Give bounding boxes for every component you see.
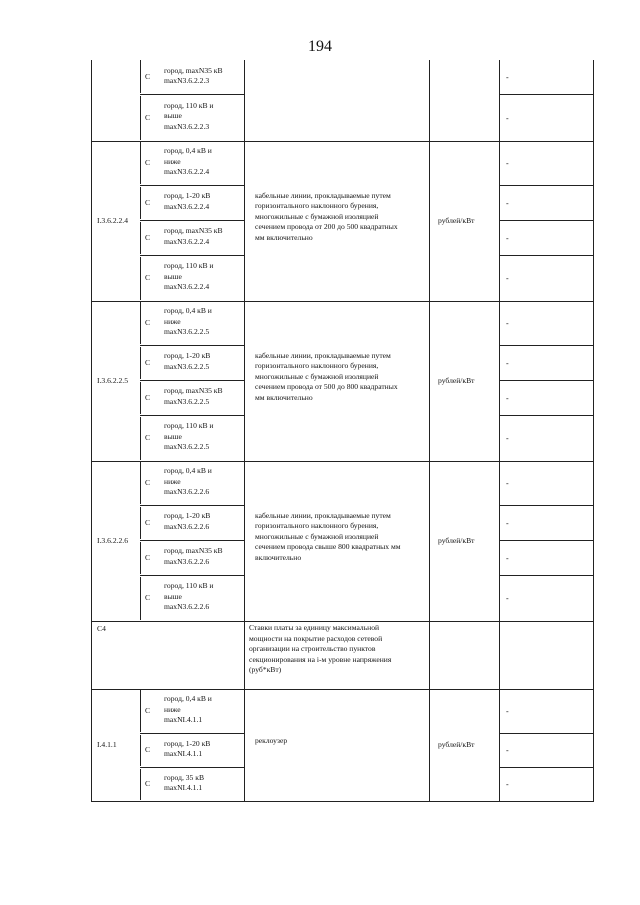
col-rule [499,461,500,622]
col-rule [244,141,245,302]
sub-rule [499,185,593,186]
condition-cell-line: ниже [164,704,181,714]
sub-rule [140,542,141,574]
sub-rule [140,380,244,381]
condition-cell [164,351,210,372]
col-rule [244,60,245,142]
condition-cell [164,511,210,532]
voltage-class-letter: С [145,593,151,602]
unit-label: рублей/кВт [438,536,475,545]
condition-cell-line: ниже [164,316,181,326]
condition-cell-line: город, maxN35 кВ [164,65,223,75]
sub-rule [140,577,141,620]
row-code: I.3.6.2.2.4 [97,216,129,225]
row-description-line: горизонтального наклонного бурения, [255,521,379,530]
sub-rule [140,505,244,506]
sub-rule [140,575,244,576]
condition-cell-line: город, 110 кВ и [164,261,214,270]
unit-label: рублей/кВт [438,740,475,749]
value-dash: - [506,393,509,403]
block-top-rule [91,689,593,690]
section-description-line: (руб*кВт) [249,665,282,674]
voltage-class-letter: С [145,392,151,402]
voltage-class-letter: С [145,517,151,527]
row-code: I.4.1.1 [97,740,117,749]
sub-rule [140,733,244,734]
condition-cell-line: город, 1-20 кВ [164,351,211,360]
condition-cell-line: maxN3.6.2.2.6 [164,487,210,496]
sub-rule [499,255,593,256]
voltage-class-letter: С [145,706,151,715]
sub-rule [499,575,593,576]
voltage-class-letter: С [145,197,151,207]
sub-rule [140,301,141,344]
section-description-line: организации на строительство пунктов [249,644,376,653]
col-rule [244,461,245,622]
col-rule [91,689,92,802]
col-rule [499,689,500,802]
condition-cell-line: город, maxN35 кВ [164,546,223,555]
sub-rule [140,257,141,300]
unit-label: рублей/кВт [438,216,475,225]
condition-cell [164,261,213,293]
col-rule [91,621,92,690]
sub-rule [140,735,141,766]
voltage-class-letter: С [145,552,151,562]
value-dash: - [506,358,509,368]
col-rule [429,301,430,462]
condition-cell-line: город, 1-20 кВ [164,738,211,748]
block-top-rule [91,301,593,302]
section-code: C4 [97,624,106,633]
condition-cell [164,226,223,247]
sub-rule [140,540,244,541]
col-rule [429,60,430,142]
row-description-line: горизонтального наклонного бурения, [255,361,379,370]
sub-rule [140,96,141,140]
sub-rule [499,540,593,541]
condition-cell-line: ниже [164,476,181,486]
sub-rule [140,220,244,221]
condition-cell-line: maxN3.6.2.2.4 [164,236,210,246]
col-rule [244,621,245,690]
row-description [255,736,287,747]
col-rule [91,141,92,302]
sub-rule [140,415,244,416]
condition-cell-line: maxN3.6.2.2.6 [164,556,210,566]
row-code: I.3.6.2.2.5 [97,376,129,385]
tariff-table [91,60,593,799]
col-rule [593,621,594,690]
condition-cell-line: выше [164,271,182,281]
condition-cell-line: maxNI.4.1.1 [164,783,203,792]
condition-cell-line: maxN3.6.2.2.4 [164,282,210,291]
voltage-class-letter: С [145,478,151,487]
condition-cell-line: maxN3.6.2.2.3 [164,121,210,131]
value-dash: - [506,73,509,82]
sub-rule [140,767,244,768]
sub-rule [499,767,593,768]
condition-cell [164,739,210,760]
condition-cell-line: город, maxN35 кВ [164,226,223,235]
sub-rule [140,461,141,504]
col-rule [593,301,594,462]
block-top-rule [91,621,593,622]
voltage-class-letter: С [145,318,151,327]
sub-rule [140,141,141,184]
condition-cell [164,306,212,338]
col-rule [244,301,245,462]
row-description-line: кабельные линии, прокладываемые путем [255,190,391,200]
col-rule [91,461,92,622]
voltage-class-letter: С [145,357,151,367]
value-dash: - [506,518,509,528]
condition-cell [164,146,212,178]
value-dash: - [506,479,509,488]
row-code: I.3.6.2.2.6 [97,536,129,545]
condition-cell-line: город, maxN35 кВ [164,386,223,395]
value-dash: - [506,198,509,208]
row-description-line: реклоузер [255,735,288,745]
col-rule [499,60,500,142]
condition-cell-line: город, 1-20 кВ [164,511,211,520]
condition-cell [164,66,223,87]
section-description-line: секционирования на i-м уровне напряжения [249,654,392,664]
condition-cell-line: город, 35 кВ [164,772,205,782]
voltage-class-letter: С [145,112,151,122]
condition-cell-line: город, 0,4 кВ и [164,146,212,155]
condition-cell [164,773,204,794]
voltage-class-letter: С [145,273,151,282]
sub-rule [140,187,141,219]
condition-cell-line: maxN3.6.2.2.4 [164,201,210,211]
sub-rule [140,60,141,93]
col-rule [499,141,500,302]
col-rule [429,141,430,302]
sub-rule [499,733,593,734]
row-description [255,351,398,404]
condition-cell-line: maxNI.4.1.1 [164,749,203,758]
sub-rule [140,94,244,95]
row-description-line: мм включительно [255,392,313,402]
voltage-class-letter: С [145,72,151,81]
unit-label: рублей/кВт [438,376,475,385]
col-rule [593,689,594,802]
condition-cell [164,581,213,613]
sub-rule [140,769,141,800]
row-description-line: сечением провода свыше 800 квадратных мм [255,542,401,551]
condition-cell-line: выше [164,591,182,601]
value-dash: - [506,434,509,443]
sub-rule [140,507,141,539]
condition-cell-line: город, 110 кВ и [164,581,214,590]
row-description [255,511,401,564]
row-description-line: горизонтального наклонного бурения, [255,201,379,210]
row-description-line: многожильные с бумажной изоляцией [255,531,379,541]
condition-cell [164,694,212,726]
block-top-rule [91,141,593,142]
col-rule [593,141,594,302]
col-rule [429,689,430,802]
condition-cell [164,101,213,133]
value-dash: - [506,233,509,243]
value-dash: - [506,274,509,283]
condition-cell-line: maxN3.6.2.2.5 [164,396,210,406]
col-rule [499,621,500,690]
sub-rule [499,505,593,506]
condition-cell [164,386,223,407]
sub-rule [140,417,141,460]
value-dash: - [506,746,509,755]
condition-cell-line: maxNI.4.1.1 [164,715,203,724]
condition-cell-line: maxN3.6.2.2.5 [164,442,210,451]
value-dash: - [506,319,509,328]
condition-cell [164,466,212,498]
col-rule [244,689,245,802]
value-dash: - [506,780,509,789]
condition-cell [164,191,210,212]
col-rule [91,60,92,142]
col-rule [593,461,594,622]
condition-cell-line: maxN3.6.2.2.3 [164,76,210,85]
sub-rule [140,185,244,186]
condition-cell-line: выше [164,431,182,441]
condition-cell-line: город, 0,4 кВ и [164,466,212,475]
row-description-line: многожильные с бумажной изоляцией [255,211,379,221]
col-rule [429,461,430,622]
value-dash: - [506,707,509,716]
sub-rule [140,222,141,254]
sub-rule [499,220,593,221]
col-rule [429,621,430,690]
sub-rule [499,415,593,416]
condition-cell-line: город, 0,4 кВ и [164,694,212,703]
condition-cell [164,546,223,567]
sub-rule [140,347,141,379]
row-description-line: кабельные линии, прокладываемые путем [255,510,391,520]
condition-cell [164,421,213,453]
col-rule [499,301,500,462]
section-description [249,623,391,676]
voltage-class-letter: С [145,433,151,442]
voltage-class-letter: С [145,745,151,754]
sub-rule [499,345,593,346]
voltage-class-letter: С [145,158,151,167]
row-description-line: сечением провода от 500 до 800 квадратных [255,382,398,391]
condition-cell-line: maxN3.6.2.2.6 [164,602,210,611]
condition-cell-line: выше [164,111,182,120]
sub-rule [140,255,244,256]
condition-cell-line: maxN3.6.2.2.5 [164,361,210,371]
condition-cell-line: город, 110 кВ и [164,421,214,430]
row-description-line: мм включительно [255,232,313,242]
table-bottom-rule [91,801,593,802]
section-description-line: Ставки платы за единицу максимальной [249,623,380,632]
sub-rule [499,94,593,95]
row-description-line: сечением провода от 200 до 500 квадратных [255,222,398,231]
condition-cell-line: ниже [164,156,181,166]
condition-cell-line: город, 110 кВ и [164,100,214,110]
section-description-line: мощности на покрытие расходов сетевой [249,633,383,643]
sub-rule [140,689,141,732]
block-top-rule [91,461,593,462]
row-description [255,191,398,244]
row-description-line: кабельные линии, прокладываемые путем [255,350,391,360]
value-dash: - [506,594,509,603]
sub-rule [140,345,244,346]
condition-cell-line: maxN3.6.2.2.6 [164,521,210,531]
row-description-line: включительно [255,552,302,562]
page-number: 194 [308,38,332,55]
condition-cell-line: maxN3.6.2.2.5 [164,327,210,336]
col-rule [91,301,92,462]
row-description-line: многожильные с бумажной изоляцией [255,371,379,381]
col-rule [593,60,594,142]
voltage-class-letter: С [145,232,151,242]
sub-rule [140,382,141,414]
condition-cell-line: город, 0,4 кВ и [164,306,212,315]
sub-rule [499,380,593,381]
value-dash: - [506,159,509,168]
value-dash: - [506,113,509,123]
voltage-class-letter: С [145,779,151,788]
value-dash: - [506,553,509,563]
condition-cell-line: maxN3.6.2.2.4 [164,167,210,176]
condition-cell-line: город, 1-20 кВ [164,191,211,200]
